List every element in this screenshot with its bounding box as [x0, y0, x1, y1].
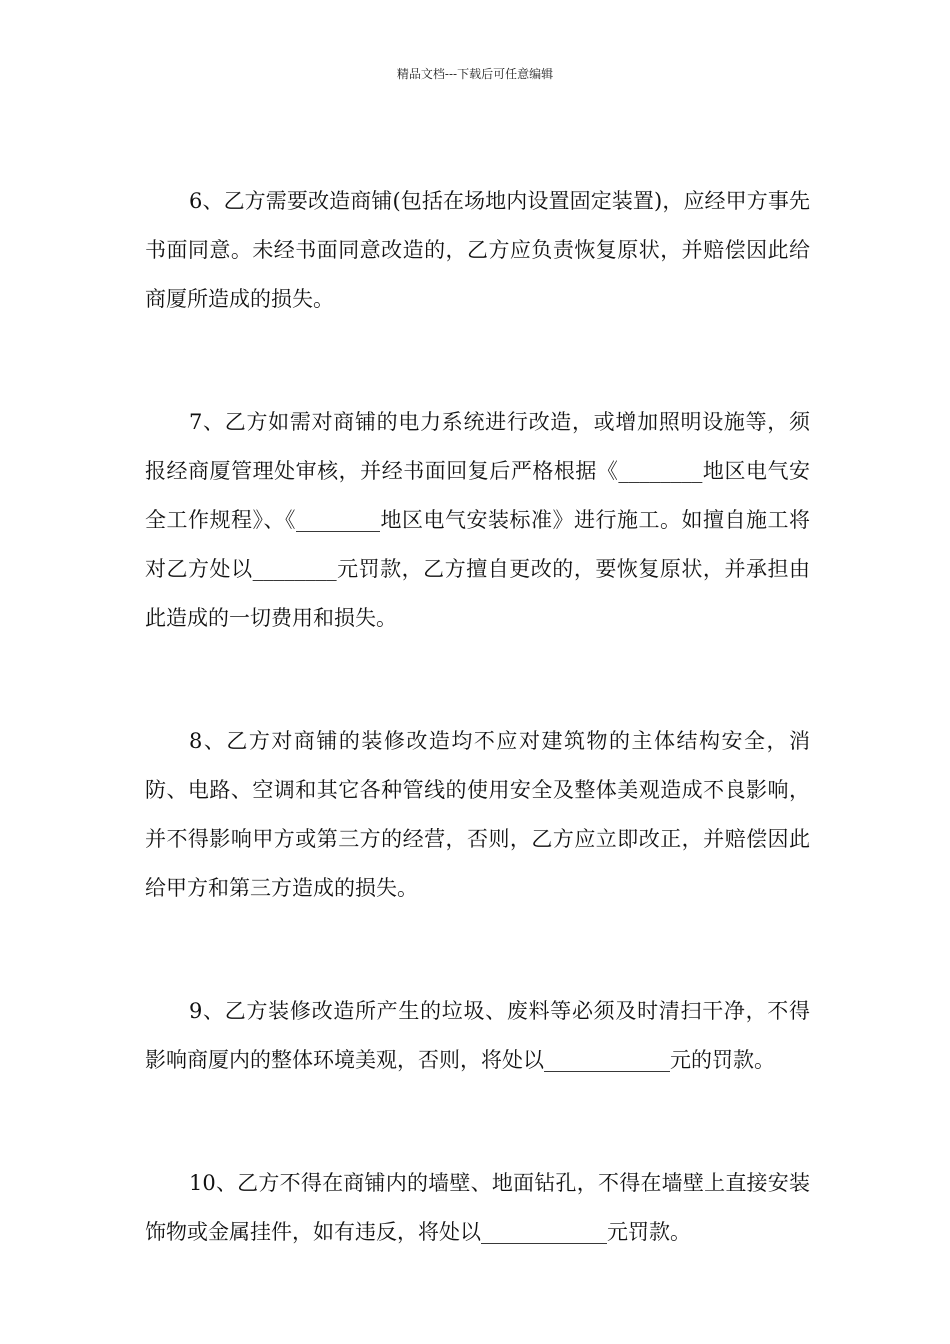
- clause-8: 8、乙方对商铺的装修改造均不应对建筑物的主体结构安全，消防、电路、空调和其它各种管线的使用安全及整体美观造成不良影响，并不得影响甲方或第三方的经营，否则，乙方应立即改正，并赔偿因此给甲方和第三方造成的损失。: [145, 729, 810, 900]
- document-body: [145, 177, 810, 1257]
- clause-10: 10、乙方不得在商铺内的墙壁、地面钻孔，不得在墙壁上直接安装饰物或金属挂件，如有违反，将处以____________元罚款。: [145, 1171, 810, 1244]
- clause-9: 9、乙方装修改造所产生的垃圾、废料等必须及时清扫干净，不得影响商厦内的整体环境美观，否则，将处以____________元的罚款。: [145, 999, 810, 1072]
- page-header: 精品文档---下载后可任意编辑: [396, 67, 554, 81]
- clause-6: 6、乙方需要改造商铺(包括在场地内设置固定装置)，应经甲方事先书面同意。未经书面同意改造的，乙方应负责恢复原状，并赔偿因此给商厦所造成的损失。: [145, 189, 810, 311]
- clause-7: 7、乙方如需对商铺的电力系统进行改造，或增加照明设施等，须报经商厦管理处审核，并经书面回复后严格根据《________地区电气安全工作规程》、《________地区电气安装标准》进行施工。如擅自施工将对乙方处以________元罚款，乙方擅自更改的，要恢复原状，并承担由此造成的一切费用和损失。: [145, 410, 810, 630]
